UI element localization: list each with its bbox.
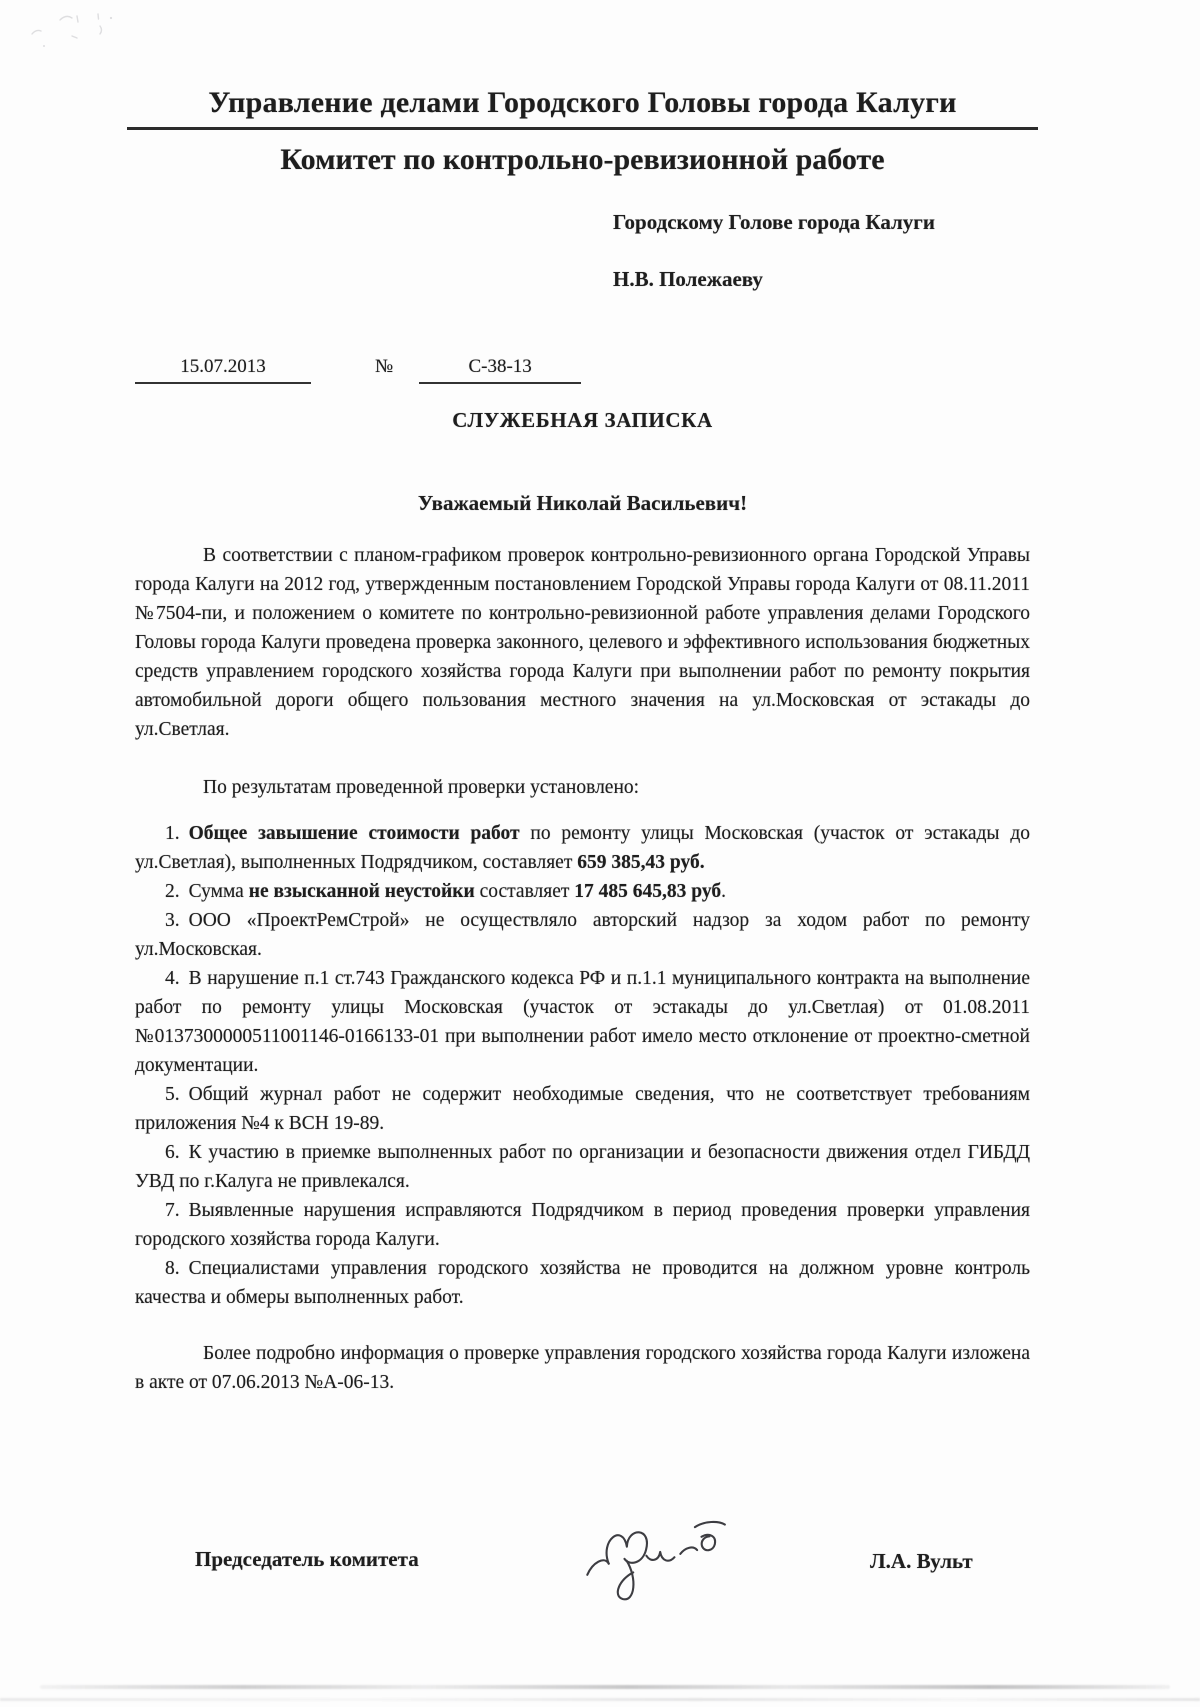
- finding-text: Выявленные нарушения исправляются Подрядчиком в период проведения проверки управления городского хозяйства города Калуги.: [135, 1200, 1030, 1250]
- org-title: Управление делами Городского Головы города Калуги: [127, 86, 1038, 130]
- finding-text: 17 485 645,83 руб: [574, 881, 722, 902]
- finding-item: [135, 1080, 1030, 1138]
- intro-paragraph: В соответствии с планом-графиком проверок контрольно-ревизионного органа Городской Управы города Калуги на 2012 год, утвержденным постановлением Городской Управы города Калуги от 08.11.2011 №7504-пи, и положением о комитете по контрольно-ревизионной работе управления делами Городского Головы города Калуги проведена проверка законного, целевого и эффективного использования бюджетных средств управлением городского хозяйства города Калуги при выполнении работ по ремонту покрытия автомобильной дороги общего пользования местного значения на ул.Московская от эстакады до ул.Светлая.: [135, 545, 1030, 740]
- pencil-marks: [14, 6, 144, 61]
- finding-text: ООО «ПроектРемСтрой» не осуществляло авторский надзор за ходом работ по ремонту ул.Московская.: [135, 910, 1030, 960]
- document-date: 15.07.2013: [135, 356, 311, 384]
- finding-text: Общее завышение стоимости работ: [188, 823, 520, 844]
- signature-block: [135, 1547, 1030, 1572]
- handwritten-signature: [572, 1511, 747, 1625]
- finding-number: 2.: [165, 881, 180, 902]
- document-number: С-38-13: [419, 356, 581, 384]
- scan-edge-artifact: [40, 1685, 1170, 1689]
- finding-text: 659 385,43 руб.: [577, 852, 705, 873]
- finding-text: .: [721, 881, 727, 902]
- document-type-heading: СЛУЖЕБНАЯ ЗАПИСКА: [452, 408, 713, 432]
- finding-text: составляет: [474, 881, 575, 902]
- closing-paragraph: Более подробно информация о проверке управления городского хозяйства города Калуги изложена в акте от 07.06.2013 №А-06-13.: [135, 1343, 1030, 1393]
- salutation: Уважаемый Николай Васильевич!: [417, 491, 748, 515]
- finding-item: [135, 1196, 1030, 1254]
- addressee-block: [613, 209, 1030, 292]
- finding-number: 3.: [165, 910, 180, 931]
- finding-number: 1.: [165, 823, 180, 844]
- finding-text: не взысканной неустойки: [248, 881, 475, 902]
- finding-text: по ремонту улицы Московская (участок от эстакады до ул.Светлая), выполненных Подрядчиком, составляет: [135, 823, 1030, 873]
- letterhead: [135, 86, 1030, 177]
- finding-number: 6.: [165, 1142, 180, 1163]
- committee-title: Комитет по контрольно-ревизионной работе: [280, 143, 885, 176]
- finding-item: [135, 1254, 1030, 1312]
- signer-name: Л.А. Вульт: [870, 1549, 973, 1573]
- findings-list: [135, 819, 1030, 1312]
- finding-item: [135, 964, 1030, 1080]
- reference-line: [135, 356, 1030, 384]
- scan-edge-artifact-2: [0, 1698, 1200, 1701]
- number-sign: №: [375, 356, 394, 377]
- finding-item: [135, 819, 1030, 877]
- finding-number: 4.: [165, 968, 180, 989]
- finding-number: 7.: [165, 1200, 180, 1221]
- signer-role: Председатель комитета: [195, 1547, 419, 1571]
- finding-text: Общий журнал работ не содержит необходимые сведения, что не соответствует требованиям приложения №4 к ВСН 19-89.: [135, 1084, 1030, 1134]
- finding-text: В нарушение п.1 ст.743 Гражданского кодекса РФ и п.1.1 муниципального контракта на выполнение работ по ремонту улицы Московская (участок от эстакады до ул.Светлая) от 01.08.2011 №0137300000511001146-0166133-01 при выполнении работ имело место отклонение от проектно-сметной документации.: [135, 968, 1030, 1076]
- addressee-position: Городскому Голове города Калуги: [613, 210, 935, 234]
- finding-number: 8.: [165, 1258, 180, 1279]
- finding-text: К участию в приемке выполненных работ по организации и безопасности движения отдел ГИБДД УВД по г.Калуга не привлекался.: [135, 1142, 1030, 1192]
- finding-text: Специалистами управления городского хозяйства не проводится на должном уровне контроль качества и обмеры выполненных работ.: [135, 1258, 1030, 1308]
- lead-in-paragraph: По результатам проведенной проверки установлено:: [203, 777, 640, 798]
- finding-item: [135, 906, 1030, 964]
- finding-item: [135, 877, 1030, 906]
- addressee-name: Н.В. Полежаеву: [613, 267, 763, 291]
- finding-number: 5.: [165, 1084, 180, 1105]
- finding-text: Сумма: [188, 881, 249, 902]
- finding-item: [135, 1138, 1030, 1196]
